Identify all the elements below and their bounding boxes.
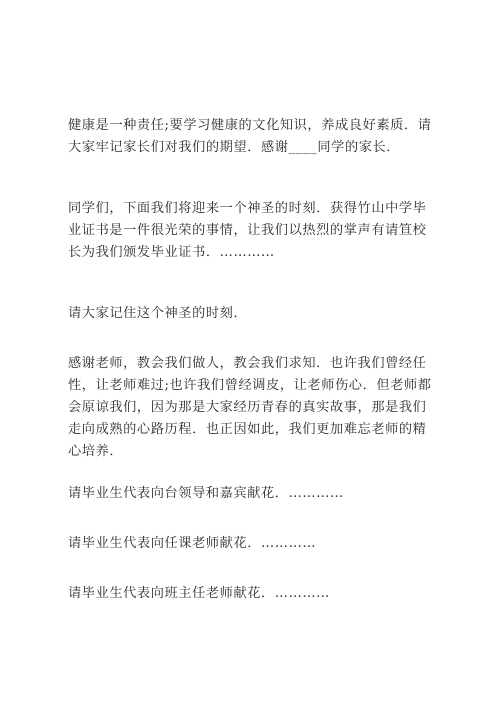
paragraph-thank-teachers: 感谢老师，教会我们做人，教会我们求知．也许我们曾经任性，让老师难过;也许我们曾经调皮，让老师伤心．但老师都会原谅我们，因为那是大家经历青春的真实故事，那是我们走向成熟的心路历程．也正因如此，我们更加难忘老师的精心培养．	[68, 356, 432, 459]
paragraph-flowers-leaders: 请毕业生代表向台领导和嘉宾献花．…………	[68, 486, 344, 501]
paragraph-remember-moment: 请大家记住这个神圣的时刻．	[68, 306, 248, 321]
paragraph-parent-thanks: 健康是一种责任;要学习健康的文化知识，养成良好素质．请大家牢记家长们对我们的期望．感谢____同学的家长．	[68, 118, 432, 155]
paragraph-diploma-ceremony: 同学们，下面我们将迎来一个神圣的时刻．获得竹山中学毕业证书是一件很光荣的事情，让我们以热烈的掌声有请笪校长为我们颁发毕业证书．…………	[68, 201, 427, 260]
paragraph-flowers-subject-teachers: 请毕业生代表向任课老师献花．…………	[68, 536, 317, 551]
paragraph-flowers-head-teacher: 请毕业生代表向班主任老师献花．…………	[68, 586, 330, 601]
